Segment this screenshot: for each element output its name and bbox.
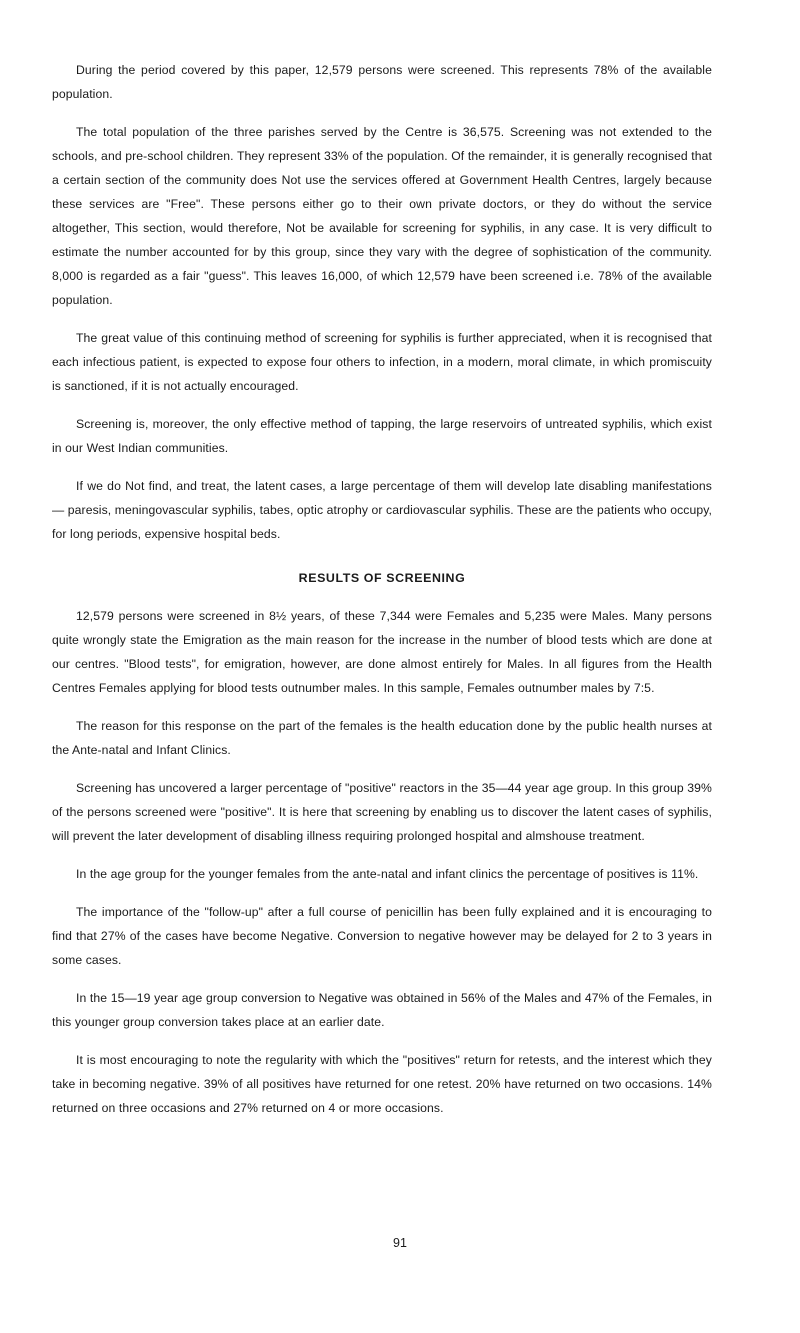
- paragraph-age-group-35-44: Screening has uncovered a larger percentage of "positive" reactors in the 35—44 year age group. In this group 39% of the persons screened were "positive". It is here that screening by enabling us to discover the latent cases of syphilis, will prevent the later development of disabling illness requiring prolonged hospital and almshouse treatment.: [52, 781, 712, 843]
- paragraph-younger-females: In the age group for the younger females from the ante-natal and infant clinics the percentage of positives is 11%.: [76, 867, 699, 881]
- section-heading: RESULTS OF SCREENING: [298, 571, 466, 585]
- paragraph-female-response: The reason for this response on the part of the females is the health education done by the public health nurses at the Ante-natal and Infant Clinics.: [52, 719, 712, 757]
- paragraph-latent-cases: If we do Not find, and treat, the latent cases, a large percentage of them will develop late disabling manifestations — paresis, meningovascular syphilis, tabes, optic atrophy or cardiovascular syphilis. These are the patients who occupy, for long periods, expensive hospital beds.: [52, 479, 712, 541]
- paragraph-population: The total population of the three parishes served by the Centre is 36,575. Screening was not extended to the schools, and pre-school children. They represent 33% of the population. Of the remainder, it is generally recognised that a certain section of the community does Not use the services offered at Government Health Centres, largely because these services are "Free". These persons either go to their own private doctors, or they do without the service altogether, This section, would therefore, Not be available for screening for syphilis, in any case. It is very difficult to estimate the number accounted for by this group, since they vary with the degree of sophistication of the community. 8,000 is regarded as a fair "guess". This leaves 16,000, of which 12,579 have been screened i.e. 78% of the available population.: [52, 125, 712, 307]
- page-number: 91: [393, 1236, 407, 1250]
- paragraph-follow-up: The importance of the "follow-up" after a full course of penicillin has been fully explained and it is encouraging to find that 27% of the cases have become Negative. Conversion to negative however may be delayed for 2 to 3 years in some cases.: [52, 905, 712, 967]
- paragraph-screened-summary: During the period covered by this paper, 12,579 persons were screened. This represents 78% of the available population.: [52, 63, 712, 101]
- paragraph-retests: It is most encouraging to note the regularity with which the "positives" return for retests, and the interest which they take in becoming negative. 39% of all positives have returned for one retest. 20% have returned on two occasions. 14% returned on three occasions and 27% returned on 4 or more occasions.: [52, 1053, 712, 1115]
- paragraph-reservoirs: Screening is, moreover, the only effective method of tapping, the large reservoirs of untreated syphilis, which exist in our West Indian communities.: [52, 417, 712, 455]
- paragraph-value-of-screening: The great value of this continuing method of screening for syphilis is further appreciated, when it is recognised that each infectious patient, is expected to expose four others to infection, in a modern, moral climate, in which promiscuity is sanctioned, if it is not actually encouraged.: [52, 331, 712, 393]
- paragraph-age-group-15-19: In the 15—19 year age group conversion to Negative was obtained in 56% of the Males and 47% of the Females, in this younger group conversion takes place at an earlier date.: [52, 991, 712, 1029]
- paragraph-screened-counts: 12,579 persons were screened in 8½ years, of these 7,344 were Females and 5,235 were Males. Many persons quite wrongly state the Emigration as the main reason for the increase in the number of blood tests which are done at our centres. "Blood tests", for emigration, however, are done almost entirely for Males. In all figures from the Health Centres Females applying for blood tests outnumber males. In this sample, Females outnumber males by 7:5.: [52, 609, 712, 695]
